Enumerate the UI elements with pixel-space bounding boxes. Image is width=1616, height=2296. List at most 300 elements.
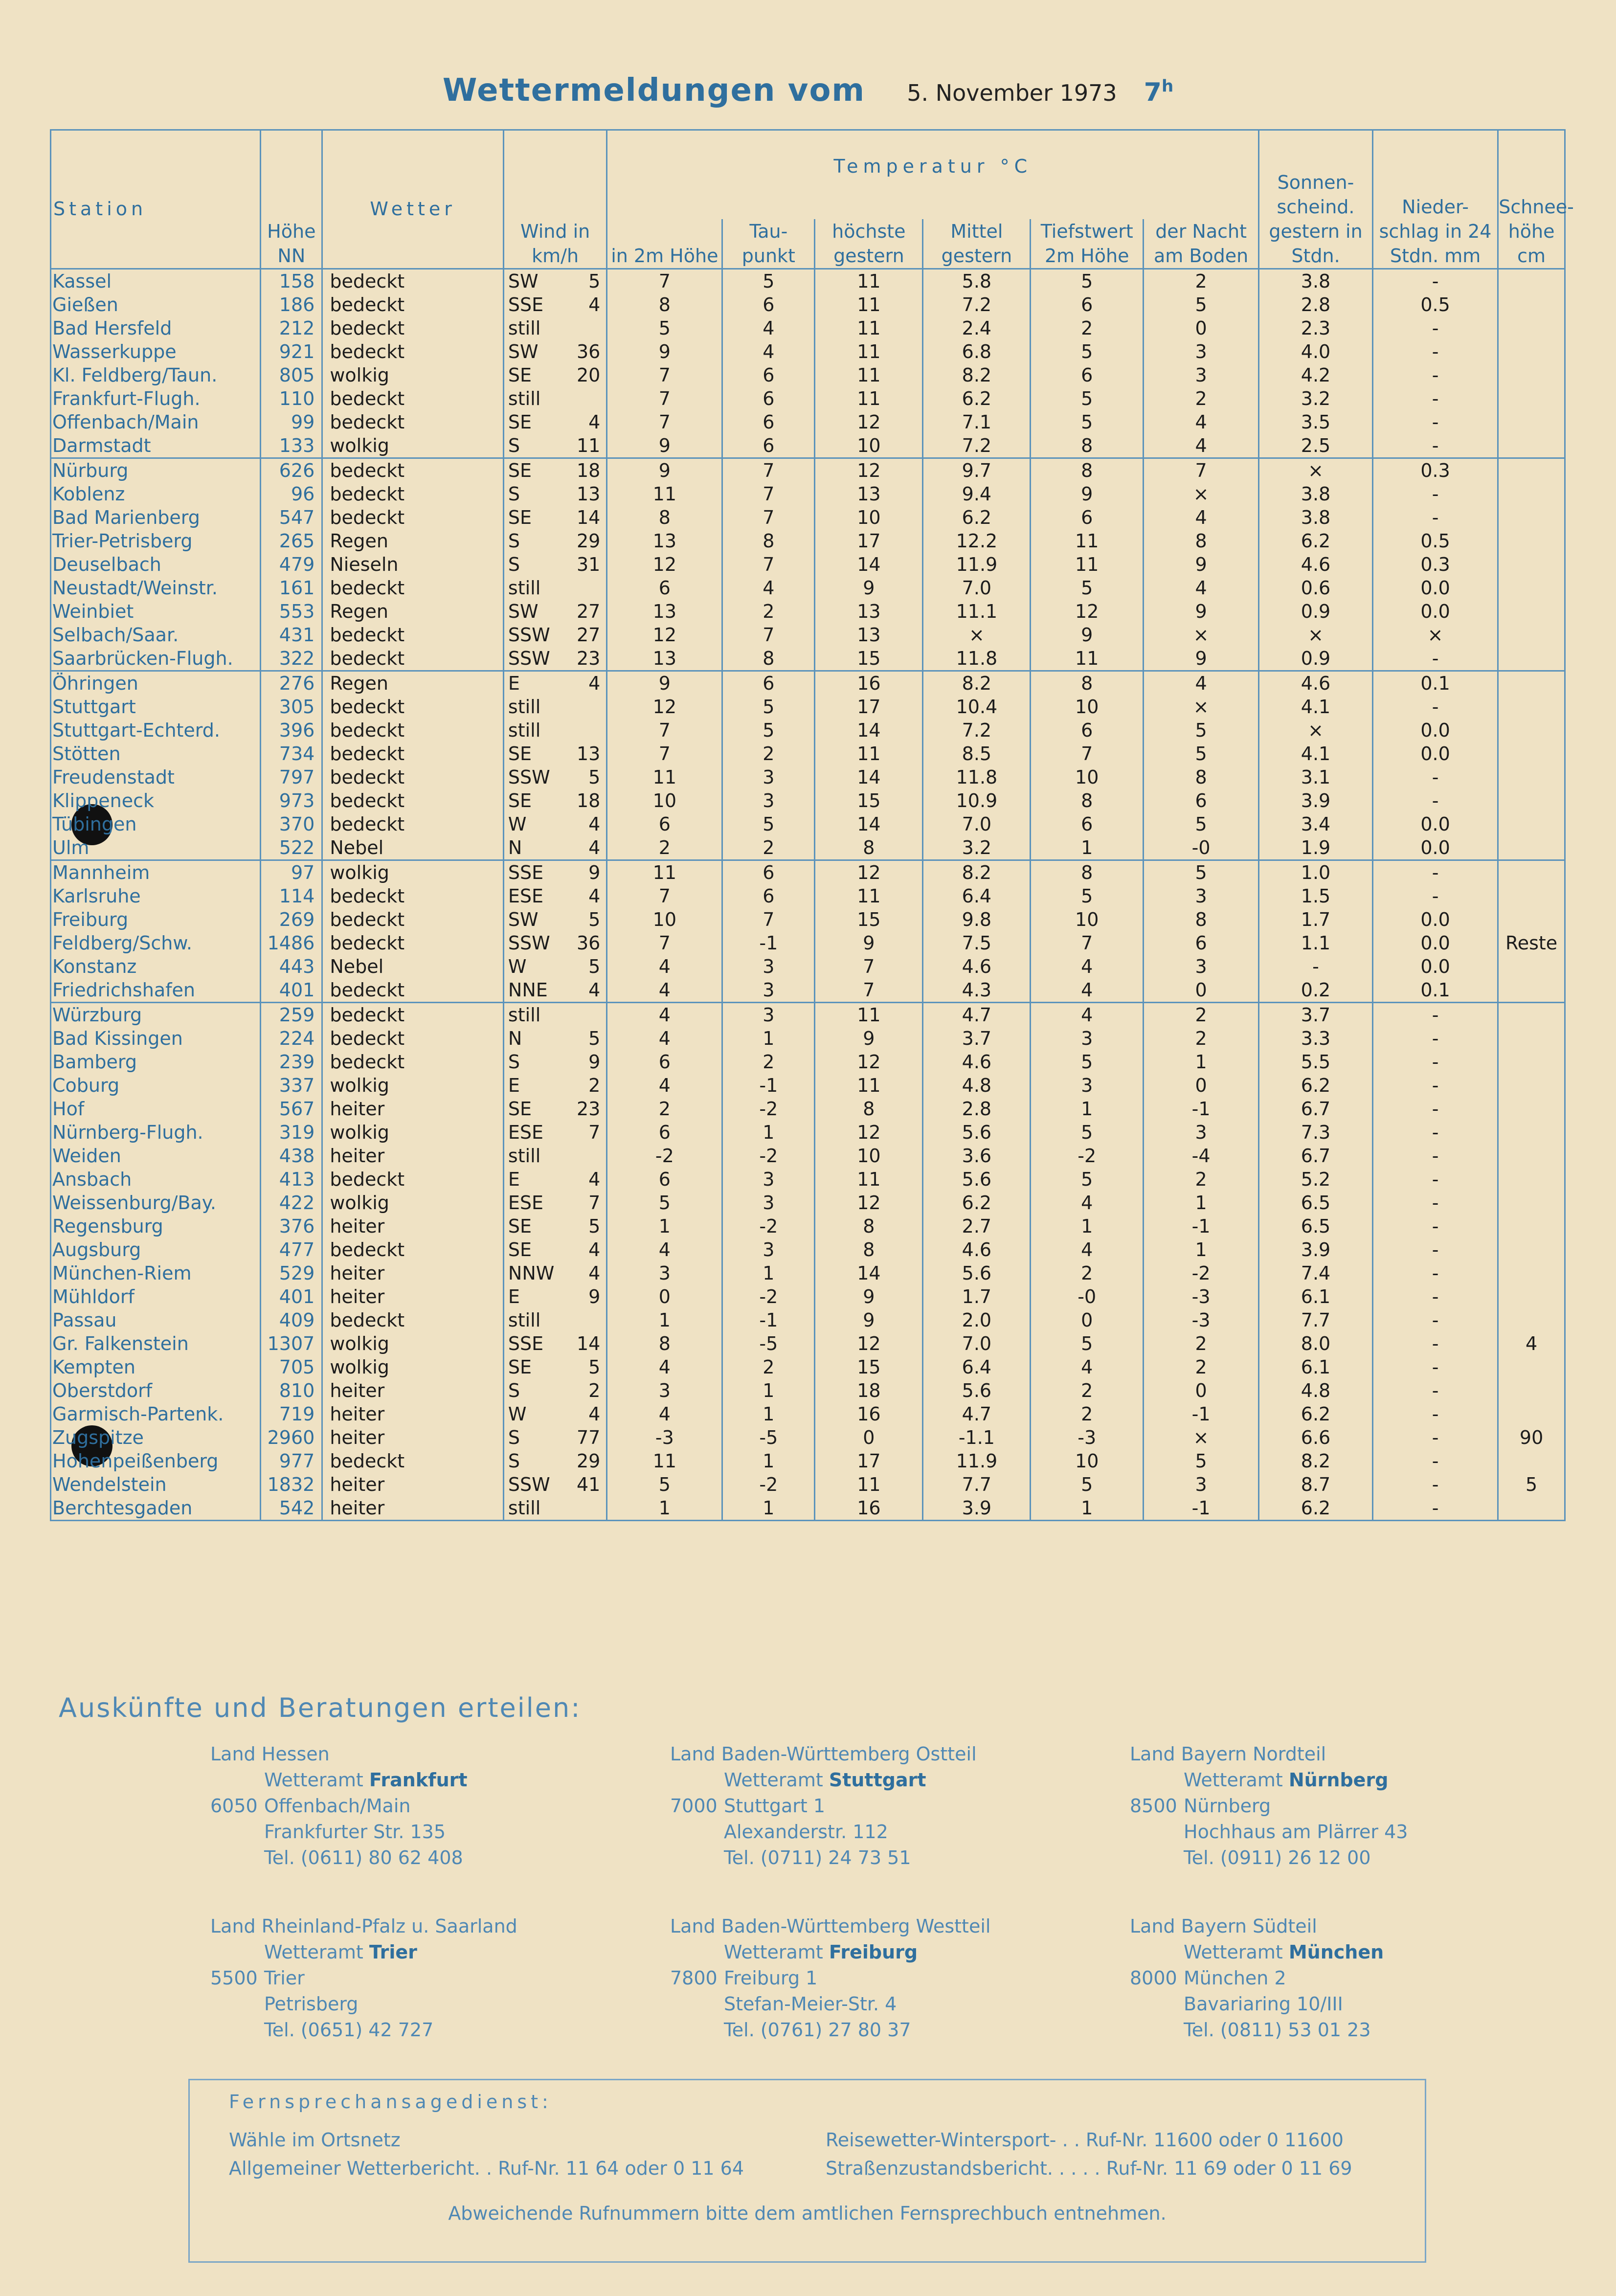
hoechste-cell: 10 bbox=[815, 434, 923, 458]
station-cell: Mühldorf bbox=[51, 1285, 261, 1308]
sonne-cell: 3.8 bbox=[1259, 506, 1373, 529]
station-cell: Karlsruhe bbox=[51, 884, 261, 908]
schnee-cell bbox=[1498, 576, 1565, 600]
wetter-cell: bedeckt bbox=[322, 765, 504, 789]
schnee-cell bbox=[1498, 955, 1565, 978]
t2m-cell: 4 bbox=[607, 955, 722, 978]
wind-speed: 4 bbox=[588, 1403, 601, 1425]
wind-dir: SSW bbox=[508, 624, 550, 646]
sonne-cell: 4.0 bbox=[1259, 340, 1373, 363]
schnee-cell bbox=[1498, 647, 1565, 671]
mittel-cell: 4.6 bbox=[923, 1238, 1031, 1261]
boden-cell: 5 bbox=[1144, 719, 1259, 742]
table-row bbox=[51, 576, 1565, 600]
taupunkt-cell: 4 bbox=[722, 576, 815, 600]
hoechste-cell: 11 bbox=[815, 387, 923, 410]
nieder-cell: 0.0 bbox=[1372, 742, 1498, 765]
mittel-cell: 8.2 bbox=[923, 671, 1031, 695]
taupunkt-cell: 6 bbox=[722, 387, 815, 410]
wind-dir: SW bbox=[508, 600, 539, 622]
schnee-cell bbox=[1498, 719, 1565, 742]
wind-cell bbox=[503, 884, 606, 908]
schnee-cell bbox=[1498, 1168, 1565, 1191]
boden-cell: 8 bbox=[1144, 908, 1259, 931]
boden-cell: 9 bbox=[1144, 553, 1259, 576]
mittel-cell: 7.2 bbox=[923, 293, 1031, 316]
sonne-cell: 4.1 bbox=[1259, 742, 1373, 765]
schnee-cell bbox=[1498, 410, 1565, 434]
wind-cell bbox=[503, 931, 606, 955]
hoehe-cell: 305 bbox=[261, 695, 322, 719]
wetter-cell: bedeckt bbox=[322, 1308, 504, 1332]
wind-cell bbox=[503, 1027, 606, 1050]
wetter-cell: Nebel bbox=[322, 836, 504, 860]
boden-cell: × bbox=[1144, 623, 1259, 647]
wetter-cell: bedeckt bbox=[322, 812, 504, 836]
wetter-cell: bedeckt bbox=[322, 340, 504, 363]
table-row bbox=[51, 529, 1565, 553]
nieder-cell: - bbox=[1372, 482, 1498, 506]
mittel-cell: 2.8 bbox=[923, 1097, 1031, 1121]
wind-dir: SW bbox=[508, 340, 539, 362]
taupunkt-cell: 6 bbox=[722, 860, 815, 884]
hoehe-cell: 734 bbox=[261, 742, 322, 765]
hoechste-cell: 15 bbox=[815, 908, 923, 931]
nieder-cell: 0.0 bbox=[1372, 955, 1498, 978]
wind-speed: 5 bbox=[588, 766, 601, 788]
boden-cell: 4 bbox=[1144, 410, 1259, 434]
mittel-cell: 7.2 bbox=[923, 434, 1031, 458]
taupunkt-cell: 1 bbox=[722, 1379, 815, 1402]
wetter-cell: bedeckt bbox=[322, 1238, 504, 1261]
hoehe-cell: 438 bbox=[261, 1144, 322, 1168]
station-cell: Würzburg bbox=[51, 1002, 261, 1027]
table-row bbox=[51, 458, 1565, 482]
wind-dir: N bbox=[508, 1027, 522, 1049]
sonne-cell: × bbox=[1259, 458, 1373, 482]
wind-dir: NNW bbox=[508, 1262, 555, 1284]
schnee-cell bbox=[1498, 529, 1565, 553]
mittel-cell: 8.5 bbox=[923, 742, 1031, 765]
col-wetter: Wetter bbox=[322, 130, 504, 269]
table-row bbox=[51, 695, 1565, 719]
hoechste-cell: 11 bbox=[815, 293, 923, 316]
t2m-cell: 4 bbox=[607, 1074, 722, 1097]
hoechste-cell: 7 bbox=[815, 955, 923, 978]
schnee-cell bbox=[1498, 978, 1565, 1003]
boden-cell: -2 bbox=[1144, 1261, 1259, 1285]
station-cell: Kl. Feldberg/Taun. bbox=[51, 363, 261, 387]
taupunkt-cell: 2 bbox=[722, 836, 815, 860]
schnee-cell bbox=[1498, 1144, 1565, 1168]
sonne-cell: 1.0 bbox=[1259, 860, 1373, 884]
hoehe-cell: 2960 bbox=[261, 1426, 322, 1449]
wetter-cell: bedeckt bbox=[322, 742, 504, 765]
wind-dir: E bbox=[508, 672, 520, 694]
wetter-cell: bedeckt bbox=[322, 482, 504, 506]
station-cell: Ulm bbox=[51, 836, 261, 860]
t2m-cell: 1 bbox=[607, 1308, 722, 1332]
wetter-cell: heiter bbox=[322, 1144, 504, 1168]
schnee-cell bbox=[1498, 363, 1565, 387]
t2m-cell: 8 bbox=[607, 506, 722, 529]
t2m-cell: 9 bbox=[607, 671, 722, 695]
hoechste-cell: 12 bbox=[815, 1050, 923, 1074]
wind-speed: 5 bbox=[588, 1356, 601, 1378]
tiefst-cell: 9 bbox=[1031, 623, 1144, 647]
tiefst-cell: 2 bbox=[1031, 1379, 1144, 1402]
sonne-cell: 3.7 bbox=[1259, 1002, 1373, 1027]
hoehe-cell: 805 bbox=[261, 363, 322, 387]
nieder-cell: - bbox=[1372, 1379, 1498, 1402]
wind-speed: 4 bbox=[588, 813, 601, 835]
hoechste-cell: 16 bbox=[815, 1402, 923, 1426]
wind-dir: E bbox=[508, 1074, 520, 1096]
table-row bbox=[51, 908, 1565, 931]
station-cell: Ansbach bbox=[51, 1168, 261, 1191]
wind-speed: 4 bbox=[588, 1238, 601, 1261]
schnee-cell bbox=[1498, 316, 1565, 340]
t2m-cell: 6 bbox=[607, 1121, 722, 1144]
tiefst-cell: 5 bbox=[1031, 1121, 1144, 1144]
report-date: 5. November 1973 bbox=[907, 80, 1117, 106]
taupunkt-cell: 2 bbox=[722, 1355, 815, 1379]
table-row bbox=[51, 1332, 1565, 1355]
wind-dir: SE bbox=[508, 789, 532, 811]
station-cell: Mannheim bbox=[51, 860, 261, 884]
taupunkt-cell: 2 bbox=[722, 742, 815, 765]
nieder-cell: 0.3 bbox=[1372, 553, 1498, 576]
wind-cell bbox=[503, 1261, 606, 1285]
hoechste-cell: 14 bbox=[815, 765, 923, 789]
taupunkt-cell: -2 bbox=[722, 1144, 815, 1168]
wind-speed: 5 bbox=[588, 270, 601, 292]
tiefst-cell: 5 bbox=[1031, 884, 1144, 908]
tiefst-cell: 3 bbox=[1031, 1074, 1144, 1097]
nieder-cell: - bbox=[1372, 269, 1498, 293]
t2m-cell: 4 bbox=[607, 1402, 722, 1426]
wetter-cell: wolkig bbox=[322, 1121, 504, 1144]
wind-speed: 14 bbox=[576, 1332, 601, 1354]
hoehe-cell: 973 bbox=[261, 789, 322, 812]
table-row bbox=[51, 789, 1565, 812]
nieder-cell: - bbox=[1372, 1215, 1498, 1238]
hoechste-cell: 11 bbox=[815, 363, 923, 387]
wind-dir: still bbox=[508, 317, 541, 339]
wind-dir: NNE bbox=[508, 979, 548, 1001]
mittel-cell: 10.4 bbox=[923, 695, 1031, 719]
wind-dir: S bbox=[508, 434, 520, 456]
wind-dir: S bbox=[508, 1379, 520, 1401]
boden-cell: 5 bbox=[1144, 860, 1259, 884]
schnee-cell bbox=[1498, 812, 1565, 836]
col-hoehe: Höhe NN bbox=[261, 130, 322, 269]
mittel-cell: 9.4 bbox=[923, 482, 1031, 506]
hoehe-cell: 477 bbox=[261, 1238, 322, 1261]
hoechste-cell: 11 bbox=[815, 1074, 923, 1097]
station-cell: Freiburg bbox=[51, 908, 261, 931]
nieder-cell: - bbox=[1372, 1027, 1498, 1050]
boden-cell: 3 bbox=[1144, 955, 1259, 978]
boden-cell: 2 bbox=[1144, 1355, 1259, 1379]
nieder-cell: - bbox=[1372, 884, 1498, 908]
wind-cell bbox=[503, 529, 606, 553]
wetter-cell: heiter bbox=[322, 1285, 504, 1308]
wetter-cell: wolkig bbox=[322, 1074, 504, 1097]
schnee-cell: 90 bbox=[1498, 1426, 1565, 1449]
hoehe-cell: 186 bbox=[261, 293, 322, 316]
sonne-cell: 2.8 bbox=[1259, 293, 1373, 316]
table-row bbox=[51, 647, 1565, 671]
tiefst-cell: 8 bbox=[1031, 458, 1144, 482]
boden-cell: × bbox=[1144, 482, 1259, 506]
sonne-cell: 4.8 bbox=[1259, 1379, 1373, 1402]
hoehe-cell: 529 bbox=[261, 1261, 322, 1285]
station-cell: Stötten bbox=[51, 742, 261, 765]
table-row bbox=[51, 1215, 1565, 1238]
col-t2m: in 2m Höhe bbox=[607, 219, 722, 269]
table-row bbox=[51, 765, 1565, 789]
report-hour: 7$^h$ bbox=[1144, 76, 1174, 107]
wind-dir: SE bbox=[508, 1356, 532, 1378]
hoechste-cell: 11 bbox=[815, 1002, 923, 1027]
hoehe-cell: 797 bbox=[261, 765, 322, 789]
wind-cell bbox=[503, 1215, 606, 1238]
hoehe-cell: 567 bbox=[261, 1097, 322, 1121]
hoechste-cell: 15 bbox=[815, 789, 923, 812]
taupunkt-cell: -2 bbox=[722, 1097, 815, 1121]
col-mittel: Mittel gestern bbox=[923, 219, 1031, 269]
hoehe-cell: 413 bbox=[261, 1168, 322, 1191]
hoehe-cell: 977 bbox=[261, 1449, 322, 1473]
wind-speed: 29 bbox=[576, 1450, 601, 1472]
wind-dir: SE bbox=[508, 1098, 532, 1120]
station-cell: Offenbach/Main bbox=[51, 410, 261, 434]
wind-speed: 5 bbox=[588, 908, 601, 930]
wetter-cell: bedeckt bbox=[322, 978, 504, 1003]
taupunkt-cell: 1 bbox=[722, 1121, 815, 1144]
hoehe-cell: 522 bbox=[261, 836, 322, 860]
tiefst-cell: 7 bbox=[1031, 742, 1144, 765]
hoechste-cell: 9 bbox=[815, 1285, 923, 1308]
mittel-cell: 11.8 bbox=[923, 765, 1031, 789]
hoehe-cell: 1486 bbox=[261, 931, 322, 955]
sonne-cell: 6.2 bbox=[1259, 1074, 1373, 1097]
wetter-cell: heiter bbox=[322, 1496, 504, 1521]
schnee-cell bbox=[1498, 623, 1565, 647]
hoehe-cell: 161 bbox=[261, 576, 322, 600]
sonne-cell: 3.9 bbox=[1259, 1238, 1373, 1261]
t2m-cell: 7 bbox=[607, 410, 722, 434]
col-tiefst: Tiefstwert 2m Höhe bbox=[1031, 219, 1144, 269]
station-cell: Neustadt/Weinstr. bbox=[51, 576, 261, 600]
t2m-cell: 9 bbox=[607, 340, 722, 363]
hoehe-cell: 422 bbox=[261, 1191, 322, 1215]
tiefst-cell: 6 bbox=[1031, 812, 1144, 836]
hoehe-cell: 337 bbox=[261, 1074, 322, 1097]
hoechste-cell: 8 bbox=[815, 1097, 923, 1121]
wind-cell bbox=[503, 812, 606, 836]
wind-cell bbox=[503, 340, 606, 363]
table-row bbox=[51, 293, 1565, 316]
wind-speed: 4 bbox=[588, 979, 601, 1001]
station-cell: Nürnberg-Flugh. bbox=[51, 1121, 261, 1144]
t2m-cell: 2 bbox=[607, 836, 722, 860]
nieder-cell: - bbox=[1372, 1496, 1498, 1521]
schnee-cell bbox=[1498, 1355, 1565, 1379]
t2m-cell: 7 bbox=[607, 742, 722, 765]
tiefst-cell: 5 bbox=[1031, 1168, 1144, 1191]
wind-cell bbox=[503, 576, 606, 600]
table-row bbox=[51, 1050, 1565, 1074]
wind-dir: SE bbox=[508, 743, 532, 765]
sonne-cell: 6.5 bbox=[1259, 1191, 1373, 1215]
schnee-cell bbox=[1498, 765, 1565, 789]
mittel-cell: 6.2 bbox=[923, 1191, 1031, 1215]
wetter-cell: bedeckt bbox=[322, 1168, 504, 1191]
boden-cell: 7 bbox=[1144, 458, 1259, 482]
col-sonne: Sonnen- scheind. gestern in Stdn. bbox=[1259, 130, 1373, 269]
sonne-cell: 6.2 bbox=[1259, 529, 1373, 553]
tiefst-cell: 2 bbox=[1031, 1402, 1144, 1426]
wind-speed: 13 bbox=[576, 743, 601, 765]
mittel-cell: 10.9 bbox=[923, 789, 1031, 812]
nieder-cell: - bbox=[1372, 1402, 1498, 1426]
t2m-cell: 1 bbox=[607, 1215, 722, 1238]
nieder-cell: - bbox=[1372, 765, 1498, 789]
boden-cell: 2 bbox=[1144, 1027, 1259, 1050]
office-bw-ost: Land Baden-Württemberg Ostteil Wetteramt Stuttgart 7000 Stuttgart 1 Alexanderstr. 112 Tel. (0711) 24 73 51 bbox=[670, 1743, 977, 1868]
wind-cell bbox=[503, 506, 606, 529]
hoechste-cell: 11 bbox=[815, 340, 923, 363]
table-row bbox=[51, 1496, 1565, 1521]
t2m-cell: 6 bbox=[607, 812, 722, 836]
hoehe-cell: 97 bbox=[261, 860, 322, 884]
sonne-cell: 6.2 bbox=[1259, 1402, 1373, 1426]
mittel-cell: 1.7 bbox=[923, 1285, 1031, 1308]
taupunkt-cell: -5 bbox=[722, 1426, 815, 1449]
nieder-cell: 0.0 bbox=[1372, 908, 1498, 931]
boden-cell: 5 bbox=[1144, 1449, 1259, 1473]
t2m-cell: 9 bbox=[607, 434, 722, 458]
sonne-cell: 6.1 bbox=[1259, 1355, 1373, 1379]
wind-dir: ESE bbox=[508, 1121, 544, 1143]
t2m-cell: -2 bbox=[607, 1144, 722, 1168]
col-hoechste: höchste gestern bbox=[815, 219, 923, 269]
wetter-cell: wolkig bbox=[322, 860, 504, 884]
nieder-cell: 0.5 bbox=[1372, 529, 1498, 553]
taupunkt-cell: 7 bbox=[722, 553, 815, 576]
nieder-cell: - bbox=[1372, 1355, 1498, 1379]
hoechste-cell: 11 bbox=[815, 316, 923, 340]
wind-speed: 4 bbox=[588, 1168, 601, 1190]
wind-cell bbox=[503, 434, 606, 458]
wind-cell bbox=[503, 978, 606, 1003]
nieder-cell: - bbox=[1372, 695, 1498, 719]
table-row bbox=[51, 269, 1565, 293]
station-cell: Tübingen bbox=[51, 812, 261, 836]
wind-speed: 7 bbox=[588, 1121, 601, 1143]
station-cell: Stuttgart-Echterd. bbox=[51, 719, 261, 742]
sonne-cell: 5.5 bbox=[1259, 1050, 1373, 1074]
wind-cell bbox=[503, 410, 606, 434]
taupunkt-cell: 1 bbox=[722, 1261, 815, 1285]
station-cell: Nürburg bbox=[51, 458, 261, 482]
table-row bbox=[51, 884, 1565, 908]
hoechste-cell: 18 bbox=[815, 1379, 923, 1402]
table-row bbox=[51, 1144, 1565, 1168]
hoechste-cell: 11 bbox=[815, 269, 923, 293]
hoechste-cell: 12 bbox=[815, 860, 923, 884]
wind-cell bbox=[503, 671, 606, 695]
wind-speed: 4 bbox=[588, 885, 601, 907]
mittel-cell: 9.8 bbox=[923, 908, 1031, 931]
wind-speed: 5 bbox=[588, 1215, 601, 1237]
station-cell: Stuttgart bbox=[51, 695, 261, 719]
boden-cell: -1 bbox=[1144, 1496, 1259, 1521]
sonne-cell: 4.2 bbox=[1259, 363, 1373, 387]
auskunft-title: Auskünfte und Beratungen erteilen: bbox=[59, 1692, 582, 1723]
sonne-cell: 6.1 bbox=[1259, 1285, 1373, 1308]
hoechste-cell: 9 bbox=[815, 1027, 923, 1050]
station-cell: Garmisch-Partenk. bbox=[51, 1402, 261, 1426]
wind-dir: SE bbox=[508, 364, 532, 386]
nieder-cell: 0.0 bbox=[1372, 600, 1498, 623]
boden-cell: 3 bbox=[1144, 1473, 1259, 1496]
wind-dir: S bbox=[508, 483, 520, 505]
hoechste-cell: 16 bbox=[815, 1496, 923, 1521]
table-row bbox=[51, 1449, 1565, 1473]
wind-cell bbox=[503, 1191, 606, 1215]
tiefst-cell: 0 bbox=[1031, 1308, 1144, 1332]
t2m-cell: 7 bbox=[607, 363, 722, 387]
t2m-cell: 12 bbox=[607, 623, 722, 647]
boden-cell: -1 bbox=[1144, 1402, 1259, 1426]
boden-cell: 5 bbox=[1144, 742, 1259, 765]
t2m-cell: 8 bbox=[607, 1332, 722, 1355]
hoehe-cell: 401 bbox=[261, 1285, 322, 1308]
wetter-cell: Nieseln bbox=[322, 553, 504, 576]
tiefst-cell: 5 bbox=[1031, 387, 1144, 410]
tiefst-cell: -3 bbox=[1031, 1426, 1144, 1449]
hoechste-cell: 8 bbox=[815, 1238, 923, 1261]
wind-speed: 27 bbox=[576, 624, 601, 646]
wind-speed: 27 bbox=[576, 600, 601, 622]
wind-cell bbox=[503, 1002, 606, 1027]
schnee-cell bbox=[1498, 1050, 1565, 1074]
sonne-cell: 3.1 bbox=[1259, 765, 1373, 789]
boden-cell: -3 bbox=[1144, 1308, 1259, 1332]
mittel-cell: 12.2 bbox=[923, 529, 1031, 553]
sonne-cell: 4.1 bbox=[1259, 695, 1373, 719]
mittel-cell: 4.8 bbox=[923, 1074, 1031, 1097]
sonne-cell: 4.6 bbox=[1259, 553, 1373, 576]
wind-speed: 4 bbox=[588, 293, 601, 315]
sonne-cell: 3.4 bbox=[1259, 812, 1373, 836]
boden-cell: 1 bbox=[1144, 1191, 1259, 1215]
wind-speed: 77 bbox=[576, 1426, 601, 1448]
nieder-cell: - bbox=[1372, 647, 1498, 671]
boden-cell: 4 bbox=[1144, 506, 1259, 529]
station-cell: Hof bbox=[51, 1097, 261, 1121]
wind-cell bbox=[503, 600, 606, 623]
wind-cell bbox=[503, 1074, 606, 1097]
boden-cell: 6 bbox=[1144, 789, 1259, 812]
t2m-cell: 6 bbox=[607, 576, 722, 600]
hoechste-cell: 12 bbox=[815, 1191, 923, 1215]
tiefst-cell: 8 bbox=[1031, 434, 1144, 458]
wetter-cell: heiter bbox=[322, 1379, 504, 1402]
